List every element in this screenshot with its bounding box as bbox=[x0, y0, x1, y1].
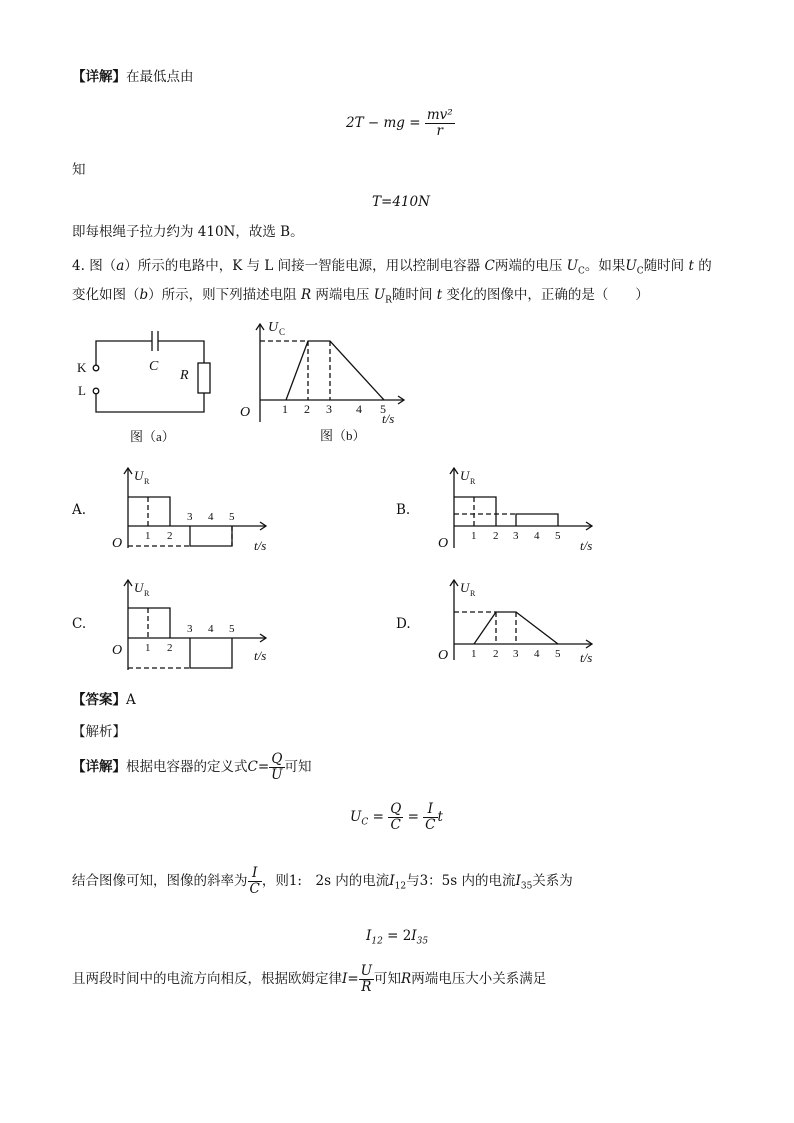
q-text: 。如果 bbox=[584, 258, 626, 274]
equals: = bbox=[347, 971, 359, 987]
q-var: a bbox=[116, 258, 125, 274]
p5-text: ，则1: 2s 内的电流 bbox=[261, 873, 390, 889]
answer-line bbox=[72, 690, 136, 710]
option-c-graph bbox=[108, 572, 278, 676]
option-a-ylabel: U bbox=[134, 468, 144, 483]
option-c-ylabel: U bbox=[134, 580, 144, 595]
var-sub: 35 bbox=[520, 881, 533, 892]
option-d-ylabel-sub: R bbox=[470, 589, 476, 598]
graph-b bbox=[232, 312, 412, 452]
option-b-graph bbox=[434, 460, 604, 558]
option-c-tick: 2 bbox=[167, 642, 173, 654]
eq-equals: = bbox=[407, 809, 419, 825]
equation-denominator: r bbox=[436, 123, 443, 139]
option-c-xlabel: t/s bbox=[254, 648, 267, 663]
option-d-ylabel: U bbox=[460, 580, 470, 595]
frac-den: R bbox=[361, 979, 372, 995]
detail-text: 根据电容器的定义式 bbox=[126, 759, 248, 775]
frac-num: Q bbox=[269, 752, 284, 768]
equation-capacitor-voltage bbox=[350, 802, 443, 833]
question-line-2 bbox=[72, 285, 649, 311]
eq-den: C bbox=[390, 817, 401, 833]
eq-num: Q bbox=[390, 801, 402, 817]
graph-b-tick: 3 bbox=[326, 402, 332, 416]
q-var: t bbox=[688, 258, 694, 274]
question-line-1 bbox=[72, 256, 712, 282]
option-b-origin: O bbox=[438, 536, 449, 551]
detail-paragraph-2 bbox=[72, 752, 312, 783]
graph-b-tick: 5 bbox=[380, 402, 386, 416]
graph-b-tick: 4 bbox=[356, 402, 362, 416]
option-b-ylabel-sub: R bbox=[470, 477, 476, 486]
p6-text: 可知 bbox=[374, 971, 402, 987]
paragraph-conclusion: 即每根绳子拉力约为 410N，故选 B。 bbox=[72, 224, 304, 240]
question-number: 4. bbox=[72, 258, 85, 274]
detail-paragraph-1 bbox=[72, 67, 194, 87]
var-r: R bbox=[401, 971, 412, 987]
graph-b-ylabel: U bbox=[268, 320, 279, 335]
option-a-tick: 3 bbox=[187, 511, 193, 523]
q-var: U bbox=[625, 258, 637, 274]
option-c-ylabel-sub: R bbox=[144, 589, 150, 598]
option-a-label: A. bbox=[72, 502, 87, 518]
option-b-tick: 1 bbox=[471, 530, 477, 542]
option-d-tick: 3 bbox=[513, 648, 519, 660]
q-text: ）所示的电路中，K 与 L 间接一智能电源，用以控制电容器 bbox=[124, 258, 481, 274]
eq-sub: C bbox=[361, 817, 369, 828]
var-c: C bbox=[247, 759, 258, 775]
eq-equals: = bbox=[372, 809, 384, 825]
frac-num: I bbox=[248, 866, 262, 882]
q-text: ）所示，则下列描述电阻 bbox=[148, 287, 297, 303]
graph-b-tick: 2 bbox=[304, 402, 310, 416]
graph-b-origin: O bbox=[240, 405, 251, 420]
option-b-tick: 4 bbox=[534, 530, 540, 542]
p5-text: 结合图像可知，图像的斜率为 bbox=[72, 873, 248, 889]
option-d-origin: O bbox=[438, 648, 449, 663]
option-a-xlabel: t/s bbox=[254, 538, 267, 553]
option-c-tick: 1 bbox=[145, 642, 151, 654]
detail-label: 【详解】 bbox=[72, 69, 126, 85]
answer-label: 【答案】 bbox=[72, 692, 126, 708]
frac-den: C bbox=[249, 881, 260, 897]
eq-var: I bbox=[411, 928, 417, 944]
graph-b-ylabel-sub: C bbox=[279, 327, 286, 337]
option-d-graph bbox=[434, 572, 604, 670]
option-d-tick: 4 bbox=[534, 648, 540, 660]
terminal-l-label: L bbox=[78, 383, 86, 398]
option-c-tick: 5 bbox=[229, 623, 235, 635]
q-text: 随时间 bbox=[391, 287, 433, 303]
var-i: I bbox=[515, 873, 521, 889]
eq-den: C bbox=[425, 817, 436, 833]
capacitor-label: C bbox=[149, 359, 159, 374]
figure-a-caption: 图（a） bbox=[130, 429, 175, 444]
q-text: 图（ bbox=[89, 258, 117, 274]
option-b-tick: 5 bbox=[555, 530, 561, 542]
p5-text: 关系为 bbox=[532, 873, 573, 889]
eq-var: I bbox=[366, 928, 372, 944]
option-d-label: D. bbox=[396, 616, 411, 632]
detail-text: 可知 bbox=[284, 759, 312, 775]
var-i: I bbox=[342, 971, 348, 987]
frac-num: U bbox=[360, 963, 373, 979]
option-c-label: C. bbox=[72, 616, 87, 632]
equation-tension bbox=[346, 108, 455, 139]
q-var: t bbox=[436, 287, 443, 303]
p6-text: 且两段时间中的电流方向相反，根据欧姆定律 bbox=[72, 971, 342, 987]
q-var: U bbox=[566, 258, 579, 274]
eq-sub: 12 bbox=[371, 936, 383, 947]
equation-current-relation bbox=[366, 926, 428, 952]
resistor-label: R bbox=[180, 368, 189, 383]
figure-b-caption: 图（b） bbox=[320, 428, 366, 443]
option-d-tick: 5 bbox=[555, 648, 561, 660]
q-var: C bbox=[484, 258, 495, 274]
eq-var: t bbox=[437, 809, 443, 825]
q-text: 的 bbox=[698, 258, 712, 274]
detail-label: 【详解】 bbox=[72, 759, 126, 775]
paragraph-ohm bbox=[72, 964, 546, 995]
option-b-ylabel: U bbox=[460, 468, 470, 483]
eq-num: I bbox=[423, 802, 437, 818]
option-d-tick: 2 bbox=[493, 648, 499, 660]
paragraph-know: 知 bbox=[72, 162, 86, 178]
equation-lhs: 2T − mg = bbox=[346, 115, 421, 131]
graph-b-tick: 1 bbox=[282, 402, 288, 416]
q-text: 变化的图像中，正确的是（ ） bbox=[446, 287, 649, 303]
option-a-origin: O bbox=[112, 536, 123, 551]
p6-text: 两端电压大小关系满足 bbox=[411, 971, 547, 987]
option-b-xlabel: t/s bbox=[580, 538, 593, 553]
q-text: 两端电压 bbox=[315, 287, 370, 303]
q-text: 两端的电压 bbox=[494, 258, 563, 274]
option-a-tick: 1 bbox=[145, 530, 151, 542]
p5-text: 与3：5s 内的电流 bbox=[406, 873, 516, 889]
equation-numerator: mv² bbox=[426, 107, 453, 123]
eq-var: U bbox=[350, 809, 362, 825]
q-var: U bbox=[373, 287, 386, 303]
answer-value: A bbox=[126, 692, 136, 708]
option-b-tick: 3 bbox=[513, 530, 519, 542]
paragraph-slope bbox=[72, 866, 573, 897]
option-c-tick: 3 bbox=[187, 623, 193, 635]
terminal-k-label: K bbox=[77, 360, 87, 375]
option-b-label: B. bbox=[396, 502, 411, 518]
option-c-tick: 4 bbox=[208, 623, 214, 635]
option-a-ylabel-sub: R bbox=[144, 477, 150, 486]
graph-b-xlabel: t/s bbox=[382, 411, 395, 426]
option-b-tick: 2 bbox=[493, 530, 499, 542]
option-d-tick: 1 bbox=[471, 648, 477, 660]
detail-text: 在最低点由 bbox=[126, 69, 194, 85]
equals: = bbox=[257, 759, 270, 775]
q-text: 变化如图（ bbox=[72, 287, 140, 303]
equation-tension-value: T=410N bbox=[372, 194, 430, 210]
analysis-label: 【解析】 bbox=[72, 724, 126, 740]
eq-mid: = 2 bbox=[382, 928, 412, 944]
q-sub: C bbox=[636, 266, 644, 277]
frac-den: U bbox=[271, 767, 283, 783]
var-i: I bbox=[389, 873, 395, 889]
var-sub: 12 bbox=[394, 881, 407, 892]
option-a-tick: 4 bbox=[208, 511, 214, 523]
option-a-tick: 2 bbox=[167, 530, 173, 542]
option-a-graph bbox=[108, 460, 278, 558]
q-sub: R bbox=[385, 295, 392, 306]
option-c-origin: O bbox=[112, 643, 123, 658]
q-var: b bbox=[139, 287, 149, 303]
option-a-tick: 5 bbox=[229, 511, 235, 523]
q-text: 随时间 bbox=[643, 258, 685, 274]
circuit-diagram bbox=[70, 315, 230, 450]
q-sub: C bbox=[578, 266, 585, 277]
eq-sub: 35 bbox=[416, 936, 429, 947]
option-d-xlabel: t/s bbox=[580, 650, 593, 665]
q-var: R bbox=[300, 287, 312, 303]
